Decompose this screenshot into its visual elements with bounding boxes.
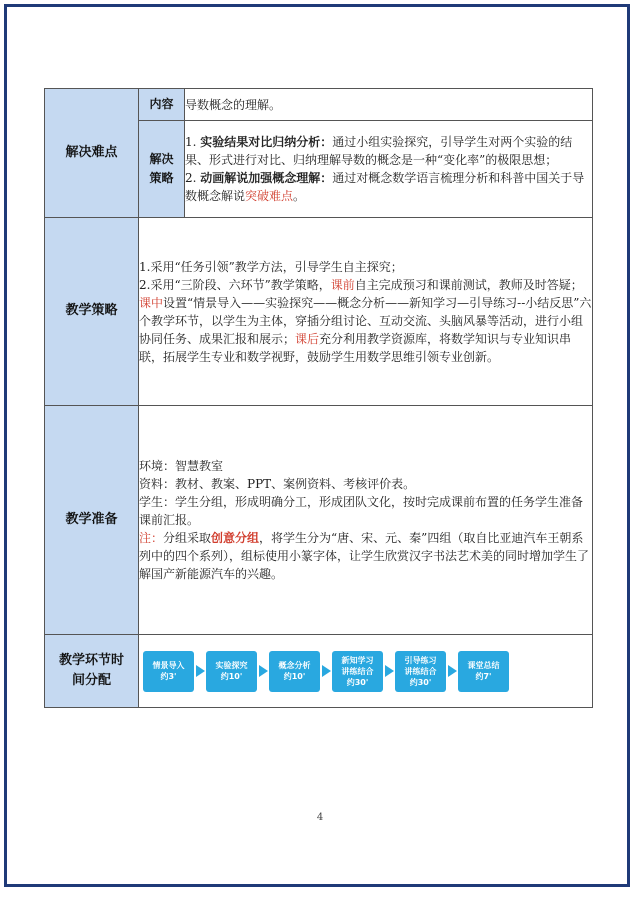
lesson-plan-table: [44, 88, 593, 708]
time-allocation-header: [45, 635, 139, 708]
step-6: [458, 651, 509, 692]
page-number: 4: [316, 812, 324, 823]
text-segment: 自主完成预习和课前测试，教师及时答疑；: [354, 277, 583, 292]
strategy-item-2: [185, 169, 592, 205]
red-text-in-class: 课中: [139, 295, 164, 310]
arrow-icon: [259, 665, 268, 677]
text-segment: 分组采取: [163, 531, 212, 545]
item-end: 。: [293, 189, 306, 203]
strategy-header: 教学策略: [45, 218, 139, 406]
step-label: 引导练习 讲练结合 约30': [404, 655, 437, 687]
text-segment: 充分利用教学资源库，将数学知识与专业知识串联，拓展学生专业和数学视野，鼓励学生用数学思维引领专业创新。: [139, 331, 572, 364]
arrow-icon: [196, 665, 205, 677]
step-label: 情景导入 约3': [152, 661, 185, 681]
item-num: 2.: [185, 171, 197, 185]
text-segment: 设置“情景导入——实验探究——概念分析——新知学习—引导练习--小结反思”六个教学环节，以学生为主体，穿插分组讨论、互动交流、头脑风暴等活动，进行小组协同任务、成果汇报和展示；: [139, 295, 592, 346]
step-2: [206, 651, 257, 692]
arrow-icon: [322, 665, 331, 677]
step-label: 实验探究 约10': [215, 661, 248, 681]
item-text: 通过小组实验探究，引导学生对两个实验的结果、形式进行对比、归纳理解导数的概念是一种“变化率”的极限思想；: [185, 135, 573, 167]
prep-students: 学生：学生分组，形成明确分工，形成团队文化，按时完成课前布置的任务学生准备课前汇报。: [139, 495, 584, 527]
flow-chart: [139, 651, 592, 692]
strategy-line-1: 1.采用“任务引领”教学方法，引导学生自主探究；: [139, 259, 403, 274]
item-bold: 实验结果对比归纳分析：: [200, 135, 333, 149]
step-4: [332, 651, 383, 692]
note-label: 注：: [139, 531, 164, 545]
content-label: 内容: [139, 89, 185, 121]
prep-env: 环境：智慧教室: [139, 459, 224, 473]
strategy-item-1: [185, 133, 592, 169]
preparation-header: 教学准备: [45, 406, 139, 635]
arrow-icon: [385, 665, 394, 677]
strategy-line-2: [139, 276, 592, 366]
prep-note: [139, 529, 592, 583]
flow-cell: [139, 635, 593, 708]
prep-materials: 资料：教材、教案、PPT、案例资料、考核评价表。: [139, 477, 416, 491]
red-text-pre-class: 课前: [330, 277, 355, 292]
step-label: 新知学习 讲练结合 约30': [341, 655, 374, 687]
item-text: 通过对概念数学语言梳理分析和科普中国关于导数概念解说: [185, 171, 585, 203]
difficulty-header: 解决难点: [45, 89, 139, 218]
step-label: 概念分析 约10': [278, 661, 311, 681]
time-allocation-header-text: 教学环节时间分配: [58, 652, 124, 688]
step-1: [143, 651, 194, 692]
text-segment: ，将学生分为“唐、宋、元、秦”四组（取自比亚迪汽车王朝系列中的四个系列），组标使用小篆字体，让学生欣赏汉字书法艺术美的同时增加学生了解国产新能源汽车的兴趣。: [139, 531, 590, 581]
item-num: 1.: [185, 135, 197, 149]
item-red-text: 突破难点: [245, 189, 294, 203]
step-5: [395, 651, 446, 692]
note-bold-red: 创意分组: [211, 531, 260, 545]
content-text: 导数概念的理解。: [185, 89, 593, 121]
item-bold: 动画解说加强概念理解：: [200, 171, 333, 185]
step-label: 课堂总结 约7': [467, 661, 500, 681]
step-3: [269, 651, 320, 692]
strategy-content: [185, 121, 593, 218]
red-text-after-class: 课后: [295, 331, 320, 346]
strategy-label: [139, 121, 185, 218]
text-segment: 2.采用“三阶段、六环节”教学策略，: [139, 277, 331, 292]
strategy-label-text: 解决 策略: [149, 151, 174, 185]
preparation-text: [139, 406, 593, 635]
strategy-text: [139, 218, 593, 406]
arrow-icon: [448, 665, 457, 677]
